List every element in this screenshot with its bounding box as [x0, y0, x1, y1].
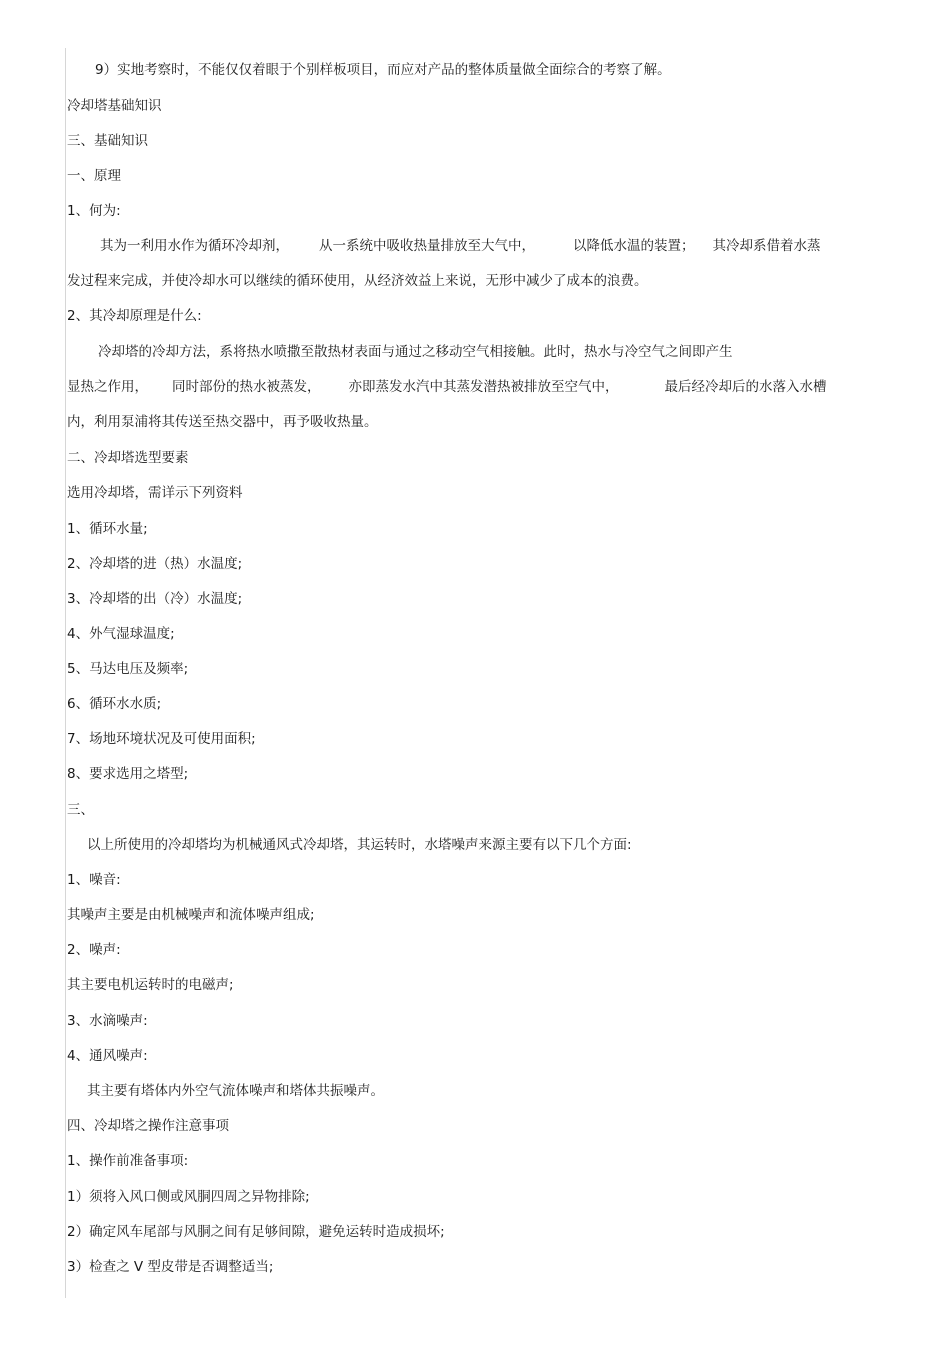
list-item-circulating-flow: 1、循环水量;	[67, 521, 148, 537]
list-item-noise: 1、噪音:	[67, 872, 121, 888]
paragraph-mechanical-noise: 其噪声主要是由机械噪声和流体噪声组成;	[67, 907, 315, 923]
heading-principle: 一、原理	[67, 168, 121, 184]
principle-part-2: 同时部份的热水被蒸发，	[172, 379, 321, 395]
paragraph-noise-intro: 以上所使用的冷却塔均为机械通风式冷却塔，其运转时，水塔噪声来源主要有以下几个方面:	[87, 837, 632, 853]
list-item-noise-2: 2、噪声:	[67, 942, 121, 958]
heading-selection-factors: 二、冷却塔选型要素	[67, 450, 189, 466]
paragraph-airflow-noise: 其主要有塔体内外空气流体噪声和塔体共振噪声。	[87, 1083, 384, 1099]
principle-part-3: 亦即蒸发水汽中其蒸发潜热被排放至空气中，	[348, 379, 619, 395]
definition-part-2: 从一系统中吸收热量排放至大气中，	[319, 238, 535, 254]
document-title: 冷却塔基础知识	[67, 98, 162, 114]
left-margin-rule	[65, 48, 66, 1298]
list-item-outlet-temperature: 3、冷却塔的出（冷）水温度;	[67, 591, 243, 607]
definition-part-1: 其为一利用水作为循环冷却剂，	[100, 238, 289, 254]
list-item-site-conditions: 7、场地环境状况及可使用面积;	[67, 731, 256, 747]
definition-part-4: 其冷却系借着水蒸	[712, 238, 821, 254]
list-item-water-quality: 6、循环水水质;	[67, 696, 162, 712]
list-item-v-belt-check: 3）检查之 V 型皮带是否调整适当;	[67, 1259, 274, 1275]
heading-operation-notes: 四、冷却塔之操作注意事项	[67, 1118, 229, 1134]
paragraph-definition-line-1	[67, 236, 870, 256]
paragraph-site-inspection: 9）实地考察时，不能仅仅着眼于个别样板项目，而应对产品的整体质量做全面综合的考察了解。	[95, 62, 671, 78]
paragraph-principle-line-1	[67, 342, 870, 362]
paragraph-electromagnetic-noise: 其主要电机运转时的电磁声;	[67, 977, 234, 993]
list-item-motor-voltage: 5、马达电压及频率;	[67, 661, 189, 677]
paragraph-principle-line-2	[67, 377, 870, 397]
subheading-cooling-principle: 2、其冷却原理是什么:	[67, 308, 202, 324]
list-item-water-drop-noise: 3、水滴噪声:	[67, 1013, 148, 1029]
paragraph-definition-line-2: 发过程来完成，并使冷却水可以继续的循环使用，从经济效益上来说，无形中减少了成本的浪费。	[67, 273, 648, 289]
subheading-what-is: 1、何为:	[67, 203, 121, 219]
section-heading-basics: 三、基础知识	[67, 133, 148, 149]
heading-noise: 三、	[67, 802, 94, 818]
principle-part-1: 显热之作用，	[67, 379, 148, 395]
subheading-preparation: 1、操作前准备事项:	[67, 1153, 189, 1169]
list-item-fan-clearance: 2）确定风车尾部与风胴之间有足够间隙，避免运转时造成损坏;	[67, 1224, 445, 1240]
definition-part-3: 以降低水温的装置；	[573, 238, 695, 254]
list-item-tower-type: 8、要求选用之塔型;	[67, 766, 189, 782]
list-item-ventilation-noise: 4、通风噪声:	[67, 1048, 148, 1064]
paragraph-principle-line-3: 内，利用泵浦将其传送至热交器中，再予吸收热量。	[67, 414, 378, 430]
principle-line-1-text: 冷却塔的冷却方法，系将热水喷撒至散热材表面与通过之移动空气相接触。此时，热水与冷空气之间即产生	[98, 344, 733, 360]
list-item-remove-debris: 1）须将入风口侧或风胴四周之异物排除;	[67, 1189, 310, 1205]
principle-part-4: 最后经冷却后的水落入水槽	[664, 379, 827, 395]
list-item-inlet-temperature: 2、冷却塔的进（热）水温度;	[67, 556, 243, 572]
paragraph-selection-intro: 选用冷却塔，需详示下列资料	[67, 485, 243, 501]
list-item-wet-bulb: 4、外气湿球温度;	[67, 626, 175, 642]
